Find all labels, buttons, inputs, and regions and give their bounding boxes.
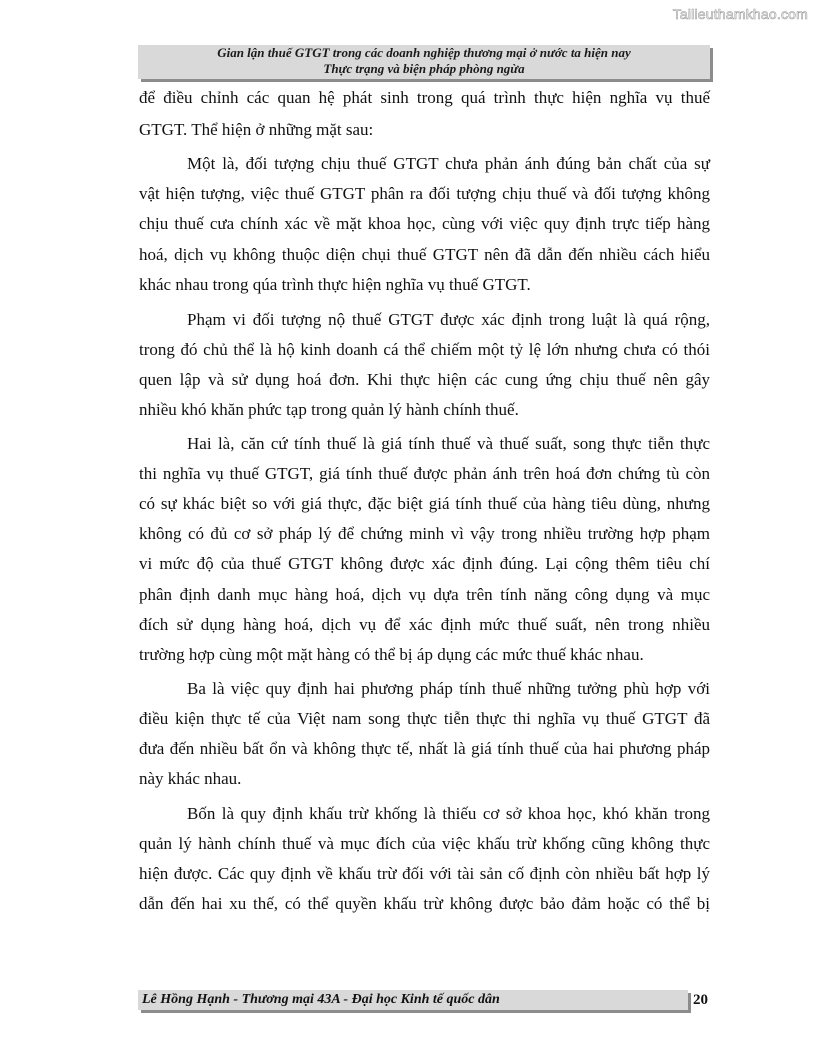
text-line: hoá, dịch vụ không thuộc diện chụi thuế GTGT nên đã dẫn đến nhiều cách hiểu (139, 245, 710, 264)
header-title-line2: Thực trạng và biện pháp phòng ngừa (323, 61, 525, 76)
page-number: 20 (693, 992, 708, 1008)
text-line: hiện được. Các quy định về khấu trừ đối với tài sản cố định còn nhiều bất hợp lý (139, 864, 710, 883)
text-line: đưa đến nhiều bất ổn và không thực tế, nhất là giá tính thuế của hai phương pháp (139, 739, 710, 758)
text-line: có sự khác biệt so với giá thực, đặc biệt giá tính thuế của hàng tiêu dùng, nhưng (139, 494, 710, 513)
running-footer: Lê Hồng Hạnh - Thương mại 43A - Đại học Kinh tế quốc dân (138, 990, 688, 1010)
text-line: đích sử dụng hàng hoá, dịch vụ để xác định mức thuế suất, nên trong nhiều (139, 615, 710, 634)
text-line: khác nhau trong qúa trình thực hiện nghĩa vụ thuế GTGT. (139, 275, 531, 294)
text-line: phân định danh mục hàng hoá, dịch vụ dựa trên tính năng công dụng và mục (139, 585, 710, 604)
watermark: Tailieuthamkhao.com (672, 6, 808, 22)
text-line: thi nghĩa vụ thuế GTGT, giá tính thuế được phản ánh trên hoá đơn chứng tù còn (139, 464, 710, 483)
text-line: trường hợp cùng một mặt hàng có thể bị áp dụng các mức thuế khác nhau. (139, 645, 644, 664)
text-line: này khác nhau. (139, 769, 242, 788)
text-line: Phạm vi đối tượng nộ thuế GTGT được xác định trong luật là quá rộng, (187, 310, 710, 329)
text-line: để điều chỉnh các quan hệ phát sinh trong quá trình thực hiện nghĩa vụ thuế (139, 88, 710, 107)
text-line: trong đó chủ thể là hộ kinh doanh cá thể chiếm một tỷ lệ lớn nhưng chưa có thói (139, 340, 710, 359)
text-line: Một là, đối tượng chịu thuế GTGT chưa phản ánh đúng bản chất của sự (187, 154, 710, 173)
text-line: Hai là, căn cứ tính thuế là giá tính thuế và thuế suất, song thực tiễn thực (187, 434, 710, 453)
text-line: Bốn là quy định khấu trừ khống là thiếu cơ sở khoa học, khó khăn trong (187, 804, 710, 823)
text-line: dẫn đến hai xu thế, có thể quyền khấu trừ không được bảo đảm hoặc có thể bị (139, 894, 710, 913)
text-line: quản lý hành chính thuế và mục đích của việc khấu trừ khống cũng không thực (139, 834, 710, 853)
text-line: vi mức độ của thuế GTGT không được xác định đúng. Lại cộng thêm tiêu chí (139, 554, 710, 573)
text-line: không có đủ cơ sở pháp lý để chứng minh vì vậy trong nhiều trường hợp phạm (139, 524, 710, 543)
running-header (138, 45, 710, 79)
text-line: GTGT. Thể hiện ở những mặt sau: (139, 120, 374, 139)
text-line: chịu thuế cưa chính xác về mặt khoa học, cùng với việc quy định trực tiếp hàng (139, 214, 710, 233)
text-line: quen lập và sử dụng hoá đơn. Khi thực hiện các cung ứng chịu thuế nên gây (139, 370, 710, 389)
text-line: điều kiện thực tế của Việt nam song thực tiễn thực thi nghĩa vụ thuế GTGT đã (139, 709, 710, 728)
header-title-line1: Gian lận thuế GTGT trong các doanh nghiệp thương mại ở nước ta hiện nay (217, 45, 631, 60)
text-line: nhiều khó khăn phức tạp trong quản lý hành chính thuế. (139, 400, 519, 419)
text-line: Ba là việc quy định hai phương pháp tính thuế những tưởng phù hợp với (187, 679, 710, 698)
text-line: vật hiện tượng, việc thuế GTGT phân ra đối tượng chịu thuế và đối tượng không (139, 184, 710, 203)
